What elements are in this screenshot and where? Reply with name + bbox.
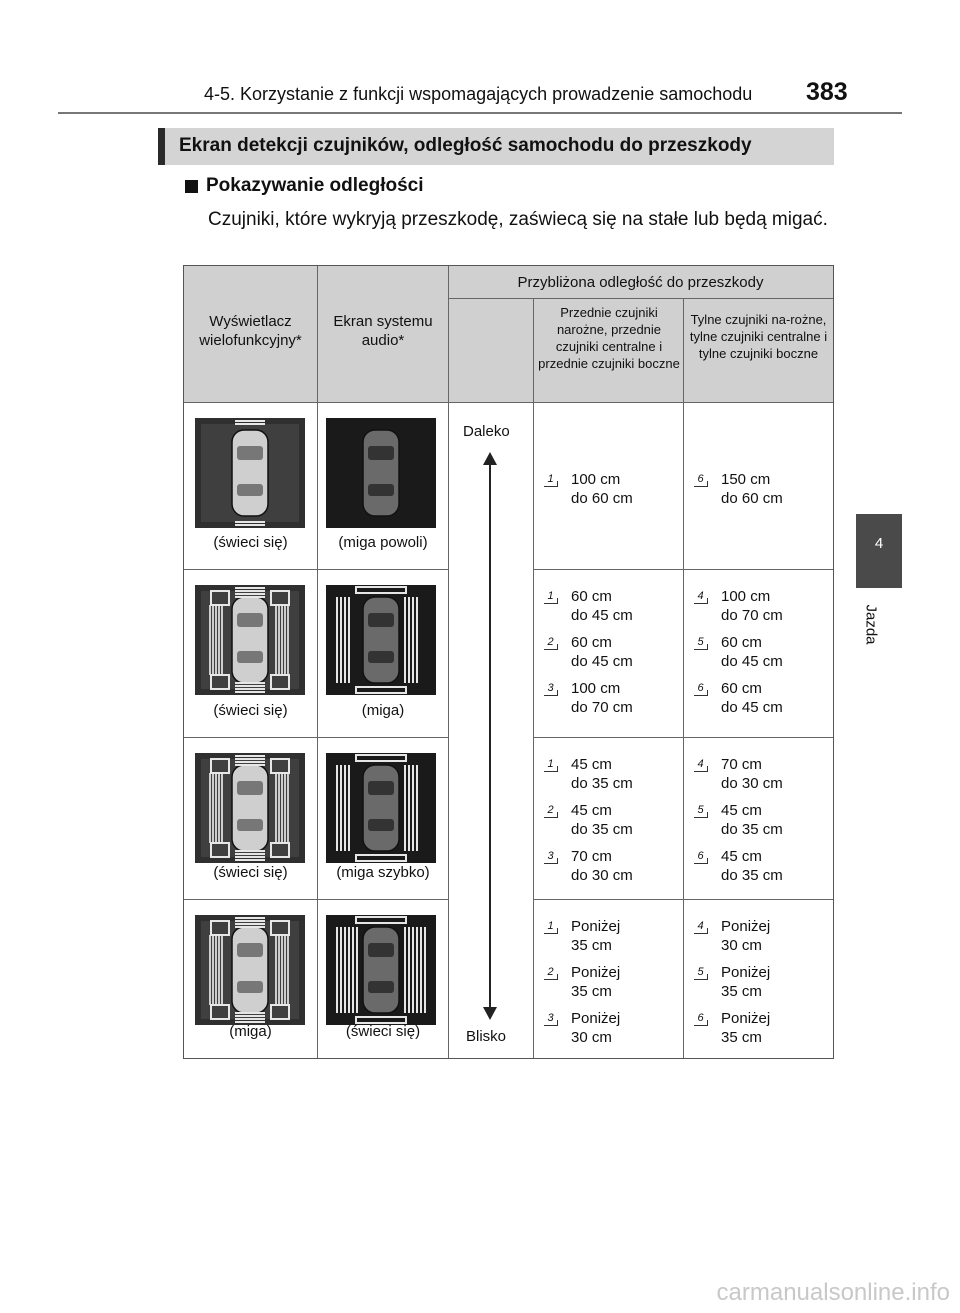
col-header-rear-sensors: Tylne czujniki na-rożne, tylne czujniki centralne i tylne czujniki boczne [689,312,828,361]
col-header-multi-display: Wyświetlacz wielofunkcyjny* [199,313,302,349]
distance-value: Poniżej 35 cm [721,1010,771,1046]
audio-screen-sensor-image [326,915,436,1025]
section-title: Ekran detekcji czujników, odległość samochodu do przeszkody [179,135,752,156]
grid-line [533,737,833,738]
grid-line [184,737,448,738]
sensor-number-badge: 5 [694,803,707,817]
sensor-number-badge: 6 [694,849,707,863]
sensor-number-badge: 3 [544,1011,557,1025]
multi-display-sensor-image [195,753,305,863]
distance-value: 70 cm do 30 cm [571,848,633,884]
grid-line [533,298,534,1058]
distance-value: Poniżej 35 cm [571,918,621,954]
distance-value: 60 cm do 45 cm [571,588,633,624]
square-bullet-icon [185,180,198,193]
grid-line [448,266,449,1058]
sensor-number-badge: 2 [544,803,557,817]
section-heading [158,128,834,165]
page-number: 383 [806,78,848,106]
distance-value: Poniżej 35 cm [721,964,771,1000]
chapter-label [857,596,903,656]
sensor-number-badge: 4 [694,757,707,771]
distance-value: 60 cm do 45 cm [721,680,783,716]
indicator-caption: (świeci się) [345,1023,421,1040]
grid-line [448,298,833,299]
col-header-audio-screen: Ekran systemu audio* [333,313,433,349]
multi-display-sensor-image [195,585,305,695]
body-paragraph: Czujniki, które wykryją przeszkodę, zaświecą się na stałe lub będą migać. [208,209,828,230]
arrow-label-near: Blisko [466,1028,507,1045]
chapter-tab: 4 [856,514,902,588]
arrow-label-far: Daleko [463,423,510,440]
sensor-number-badge: 3 [544,681,557,695]
distance-value: 150 cm do 60 cm [721,471,783,507]
audio-screen-sensor-image [326,418,436,528]
indicator-caption: (miga szybko) [336,864,430,881]
audio-screen-sensor-image [326,585,436,695]
grid-line [683,298,684,1058]
sensor-number-badge: 3 [544,849,557,863]
grid-line [533,569,833,570]
grid-line [533,899,833,900]
chapter-label-text: Jazda [862,604,880,645]
grid-line [317,569,448,570]
indicator-caption: (świeci się) [213,702,288,719]
multi-display-sensor-image [195,915,305,1025]
indicator-caption: (miga powoli) [338,534,428,551]
grid-line [184,402,833,403]
distance-value: 100 cm do 70 cm [721,588,783,624]
sensor-number-badge: 5 [694,965,707,979]
grid-line [317,266,318,1058]
sensor-number-badge: 1 [544,919,557,933]
sensor-number-badge: 6 [694,681,707,695]
indicator-caption: (świeci się) [213,534,288,551]
distance-value: 100 cm do 60 cm [571,471,633,507]
sensor-number-badge: 4 [694,589,707,603]
sensor-number-badge: 2 [544,965,557,979]
subsection-title: Pokazywanie odległości [206,175,424,196]
sensor-number-badge: 6 [694,472,707,486]
watermark: carmanualsonline.info [716,1279,950,1306]
sensor-number-badge: 2 [544,635,557,649]
distance-value: 45 cm do 35 cm [571,756,633,792]
sensor-number-badge: 6 [694,1011,707,1025]
sensor-number-badge: 4 [694,919,707,933]
distance-value: Poniżej 30 cm [571,1010,621,1046]
indicator-caption: (miga) [229,1023,272,1040]
distance-value: 100 cm do 70 cm [571,680,633,716]
col-group-header-distance: Przybliżona odległość do przeszkody [517,274,764,291]
col-header-front-sensors: Przednie czujniki narożne, przednie czujniki centralne i przednie czujniki boczne [538,305,680,371]
indicator-caption: (świeci się) [213,864,288,881]
header-rule [58,112,902,114]
distance-value: 45 cm do 35 cm [721,802,783,838]
sensor-number-badge: 5 [694,635,707,649]
distance-value: Poniżej 35 cm [571,964,621,1000]
distance-arrow-icon [480,451,500,1021]
distance-value: 60 cm do 45 cm [571,634,633,670]
header-title: 4-5. Korzystanie z funkcji wspomagających prowadzenie samochodu [204,84,753,104]
subsection-heading [185,175,424,197]
sensor-number-badge: 1 [544,757,557,771]
audio-screen-sensor-image [326,753,436,863]
indicator-caption: (miga) [361,702,405,719]
sensor-number-badge: 1 [544,589,557,603]
distance-table [183,265,834,1059]
distance-value: 60 cm do 45 cm [721,634,783,670]
multi-display-sensor-image [195,418,305,528]
sensor-number-badge: 1 [544,472,557,486]
grid-line [184,569,317,570]
distance-value: Poniżej 30 cm [721,918,771,954]
grid-line [184,899,448,900]
distance-value: 70 cm do 30 cm [721,756,783,792]
distance-value: 45 cm do 35 cm [571,802,633,838]
distance-value: 45 cm do 35 cm [721,848,783,884]
